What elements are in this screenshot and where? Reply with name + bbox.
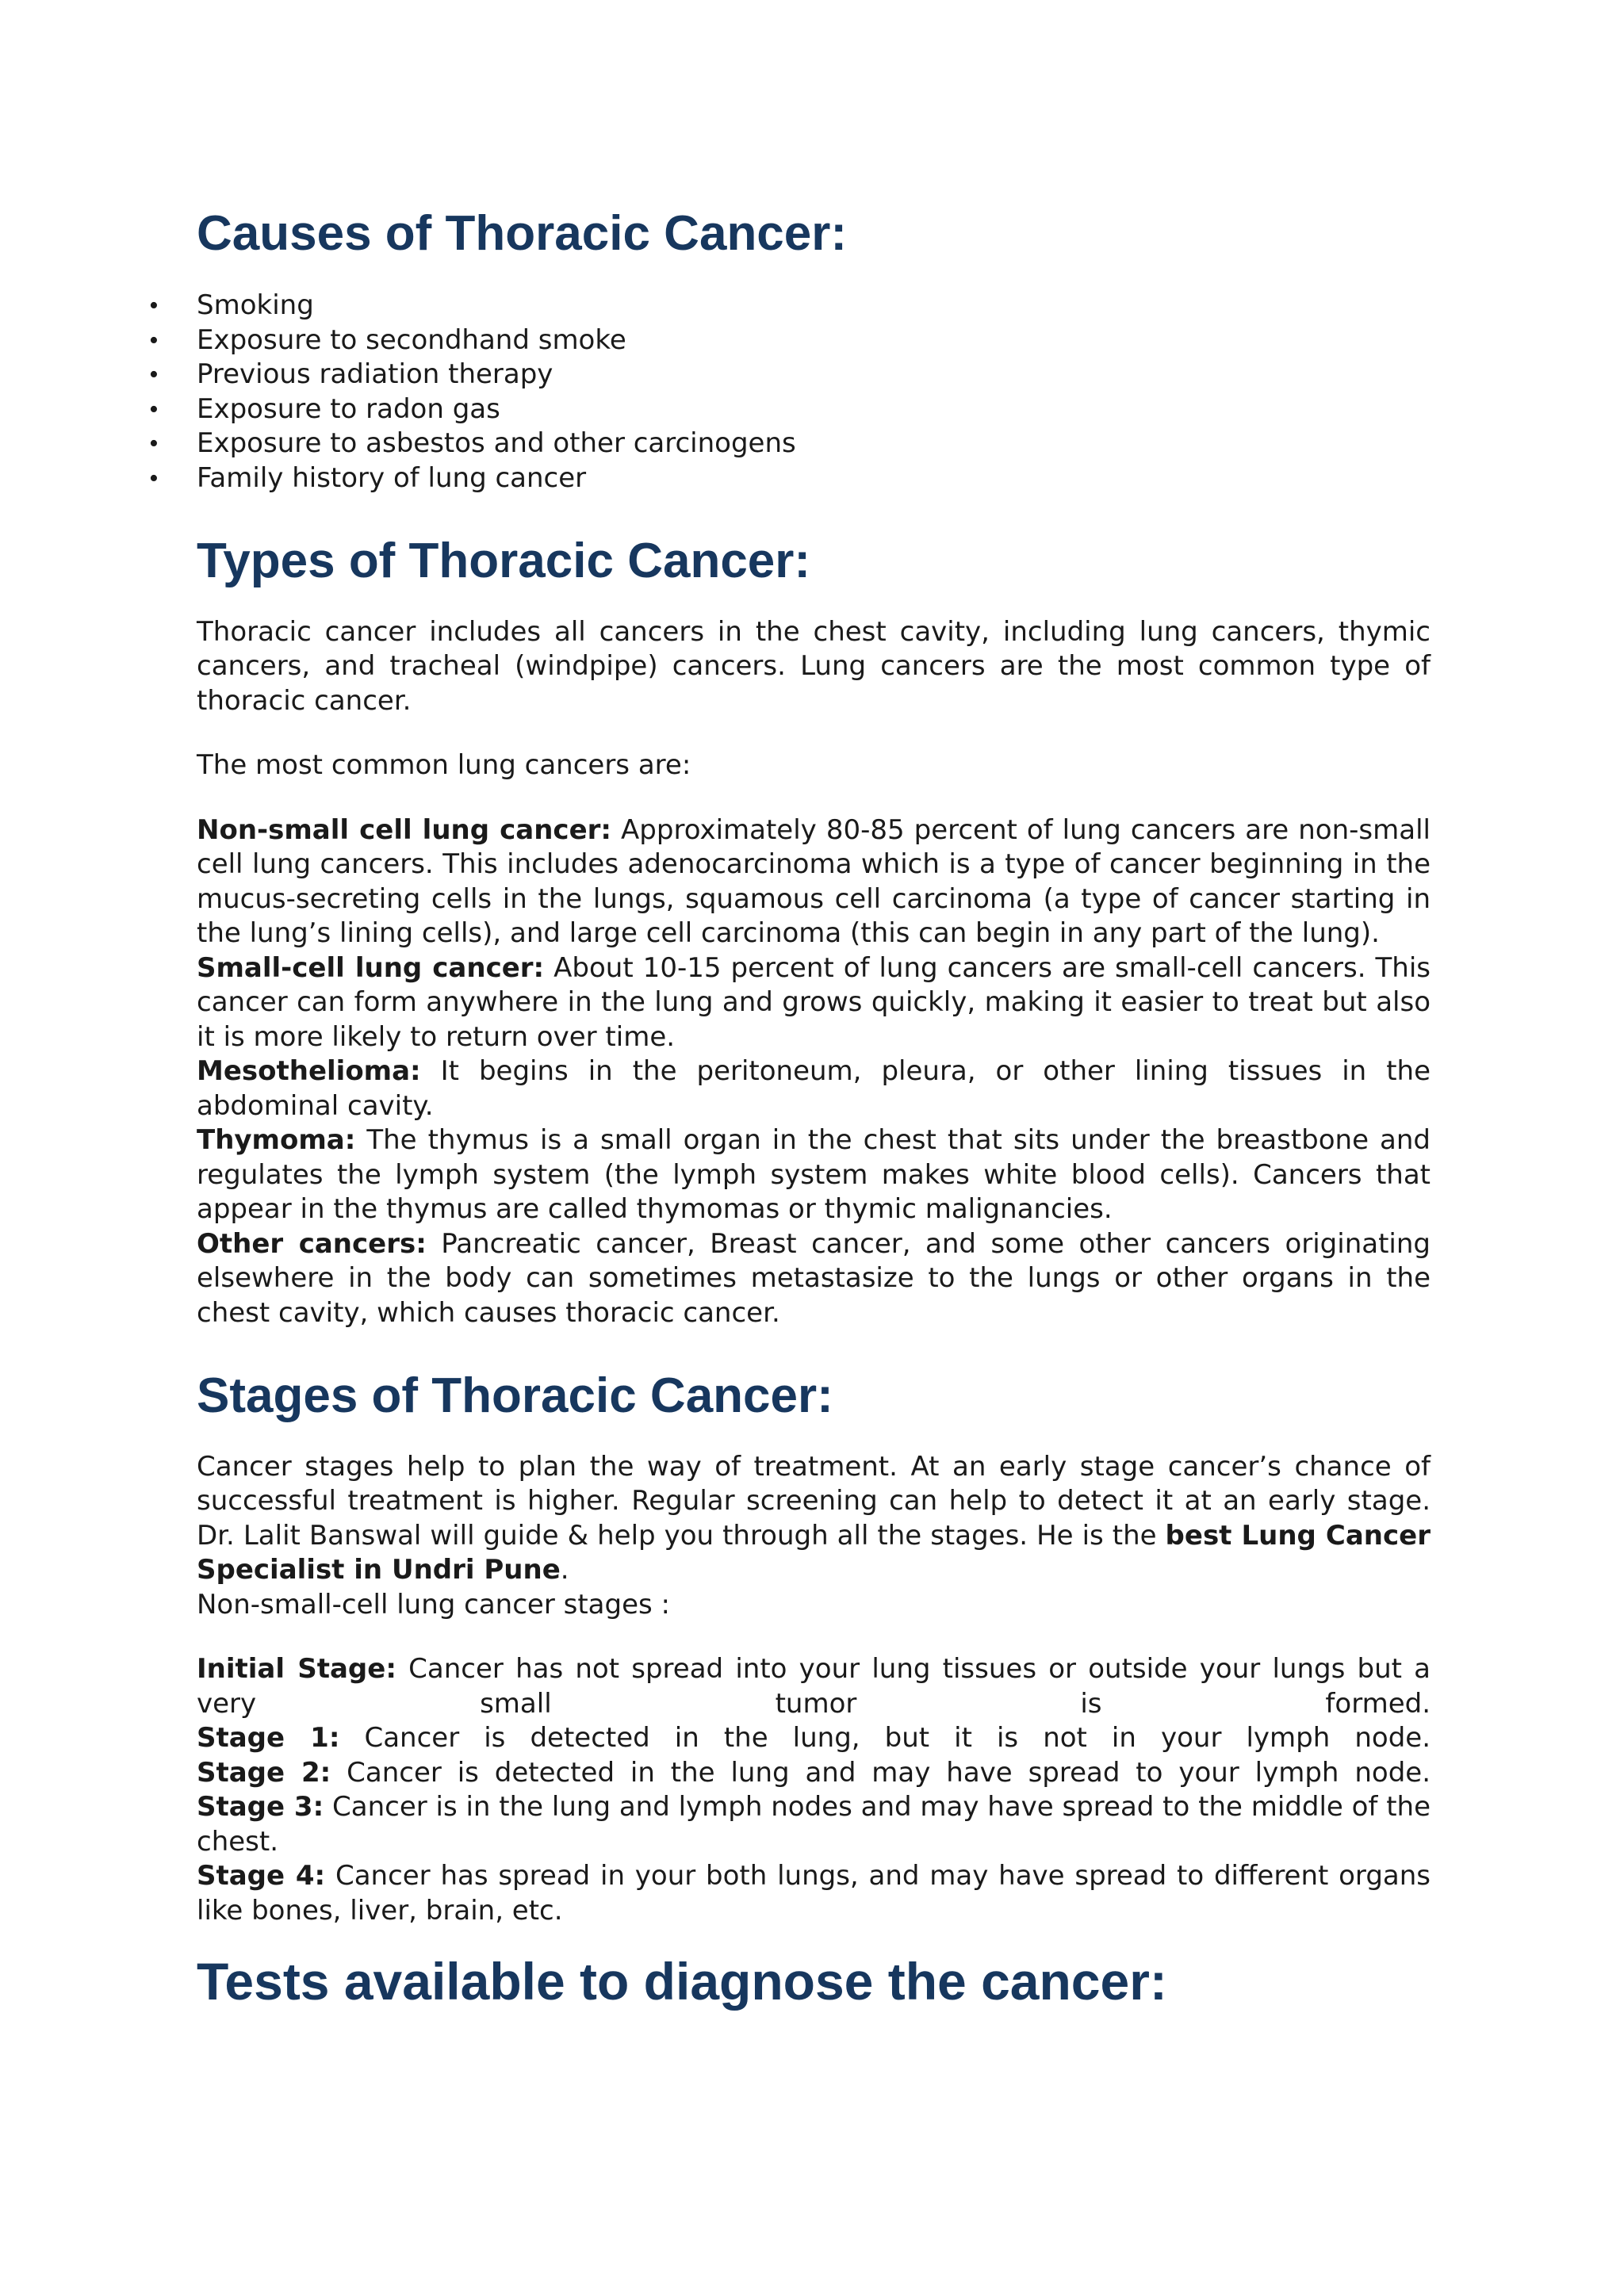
bullet-icon: • — [149, 360, 159, 390]
types-most-common: The most common lung cancers are: — [197, 749, 691, 782]
stage-entry: Stage 1: Cancer is detected in the lung, but it is not in your lymph node. — [197, 1722, 1431, 1755]
specialist-highlight: best Lung Cancer Specialist in Undri Pune — [197, 1519, 1431, 1586]
bullet-icon: • — [149, 291, 159, 321]
list-item: • Smoking — [197, 289, 1431, 323]
type-entry: Non-small cell lung cancer: Approximately 80-85 percent of lung cancers are non-small cell lung cancers. This includes adenocarcinoma which is a type of cancer beginning in the mucus-secreting cells in the lungs, squamous cell carcinoma (a type of cancer starting in the lung’s lining cells), and large cell carcinoma (this can begin in any part of the lung). — [197, 813, 1431, 950]
causes-heading: Causes of Thoracic Cancer: — [197, 206, 848, 261]
list-item: • Family history of lung cancer — [197, 461, 1431, 496]
list-item: • Exposure to secondhand smoke — [197, 323, 1431, 358]
type-entry: Other cancers: Pancreatic cancer, Breast cancer, and some other cancers originating elsewhere in the body can sometimes metastasize to the lungs or other organs in the chest cavity, which causes thoracic cancer. — [197, 1227, 1431, 1329]
stage-entries — [197, 1652, 1431, 1928]
stage-entry: Stage 4: Cancer has spread in your both lungs, and may have spread to different organs like bones, liver, brain, etc. — [197, 1860, 1431, 1927]
stage-entry: Stage 2: Cancer is detected in the lung and may have spread to your lymph node. — [197, 1756, 1431, 1789]
type-entry: Small-cell lung cancer: About 10-15 percent of lung cancers are small-cell cancers. This cancer can form anywhere in the lung and grows quickly, making it easier to treat but also it is more likely to return over time. — [197, 951, 1431, 1053]
bullet-icon: • — [149, 463, 159, 493]
types-intro: Thoracic cancer includes all cancers in the chest cavity, including lung cancers, thymic cancers, and tracheal (windpipe) cancers. Lung cancers are the most common type of thoracic cancer. — [197, 615, 1431, 717]
types-heading: Types of Thoracic Cancer: — [197, 534, 811, 589]
list-item: • Exposure to asbestos and other carcinogens — [197, 427, 1431, 461]
stages-intro: Cancer stages help to plan the way of treatment. At an early stage cancer’s chance of successful treatment is higher. Regular screening can help to detect it at an early stage. Dr. Lalit Banswal will guide & help you through all the stages. He is the best Lung Cancer Specialist in Undri Pune. — [197, 1450, 1431, 1586]
type-entry: Thymoma: The thymus is a small organ in the chest that sits under the breastbone and regulates the lymph system (the lymph system makes white blood cells). Cancers that appear in the thymus are called thymomas or thymic malignancies. — [197, 1124, 1431, 1226]
tests-heading: Tests available to diagnose the cancer: — [197, 1952, 1167, 2011]
bullet-icon: • — [149, 429, 159, 459]
list-item: • Previous radiation therapy — [197, 358, 1431, 392]
types-entries — [197, 813, 1431, 1331]
causes-list — [149, 289, 1431, 496]
type-entry: Mesothelioma: It begins in the peritoneum, pleura, or other lining tissues in the abdominal cavity. — [197, 1055, 1431, 1122]
list-item: • Exposure to radon gas — [197, 392, 1431, 427]
stages-heading: Stages of Thoracic Cancer: — [197, 1368, 833, 1424]
document-page — [149, 205, 1431, 2013]
bullet-icon: • — [149, 325, 159, 355]
nsclc-stages-label: Non-small-cell lung cancer stages : — [197, 1588, 670, 1621]
stage-entry: Stage 3: Cancer is in the lung and lymph nodes and may have spread to the middle of the chest. — [197, 1791, 1431, 1858]
bullet-icon: • — [149, 394, 159, 424]
stage-entry-initial: Initial Stage: Cancer has not spread into your lung tissues or outside your lungs but a very small tumor is formed. — [197, 1653, 1431, 1720]
